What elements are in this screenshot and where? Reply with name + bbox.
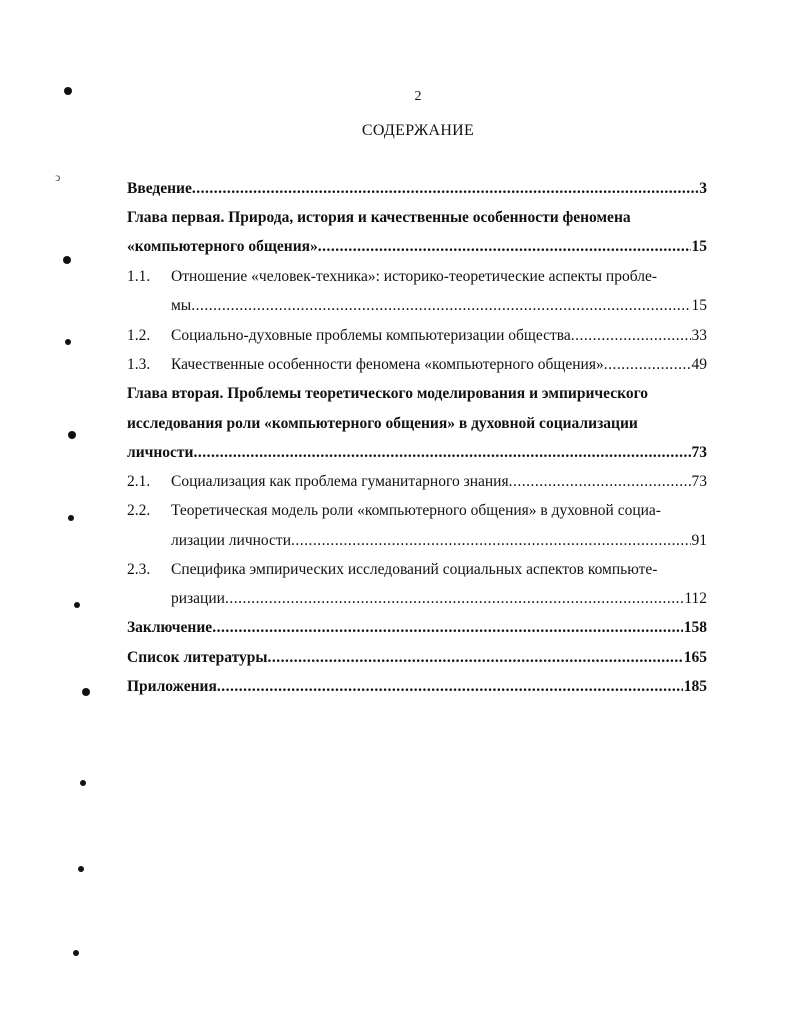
toc-entry-2-3-cont: ризации ..... 112 xyxy=(127,590,707,608)
page-title: СОДЕРЖАНИЕ xyxy=(361,122,475,139)
toc-entry-chapter1: «компьютерного общения» ..... 15 xyxy=(127,238,707,256)
toc-entry-1-3: 1.3. Качественные особенности феномена «компьютерного общения» ..... 49 xyxy=(127,356,707,374)
toc-chapter2-line2: исследования роли «компьютерного общения» в духовной социализации xyxy=(127,415,638,432)
binding-hole xyxy=(64,87,72,95)
binding-hole xyxy=(63,256,71,264)
binding-hole xyxy=(80,780,86,786)
toc-chapter1-line1: Глава первая. Природа, история и качественные особенности феномена xyxy=(127,209,631,226)
binding-hole xyxy=(65,339,71,345)
toc-entry-intro: Введение ..... 3 xyxy=(127,180,707,198)
toc-entry-2-1: 2.1. Социализация как проблема гуманитарного знания ..... 73 xyxy=(127,473,707,491)
binding-hole xyxy=(74,602,80,608)
toc-entry-1-2: 1.2. Социально-духовные проблемы компьютеризации общества ..... 33 xyxy=(127,327,707,345)
page-number: 2 xyxy=(414,89,422,104)
binding-hole xyxy=(68,515,74,521)
binding-hole xyxy=(68,431,76,439)
scan-mark: ↄ xyxy=(55,170,61,184)
toc-chapter2-line1: Глава вторая. Проблемы теоретического моделирования и эмпирического xyxy=(127,385,648,402)
toc-entry-conclusion: Заключение ..... 158 xyxy=(127,619,707,637)
toc-entry-2-2: 2.2. Теоретическая модель роли «компьютерного общения» в духовной социа- xyxy=(127,502,661,519)
toc-entry-1-1: 1.1. Отношение «человек-техника»: историко-теоретические аспекты пробле- xyxy=(127,268,657,285)
binding-hole xyxy=(82,688,90,696)
toc-entry-chapter2: личности ..... 73 xyxy=(127,444,707,462)
binding-hole xyxy=(78,866,84,872)
toc-entry-1-1-cont: мы ..... 15 xyxy=(127,297,707,315)
toc-entry-2-2-cont: лизации личности ..... 91 xyxy=(127,532,707,550)
toc-entry-appendix: Приложения ..... 185 xyxy=(127,678,707,696)
toc-entry-2-3: 2.3. Специфика эмпирических исследований социальных аспектов компьюте- xyxy=(127,561,658,578)
binding-hole xyxy=(73,950,79,956)
toc-entry-bibliography: Список литературы ..... 165 xyxy=(127,649,707,667)
